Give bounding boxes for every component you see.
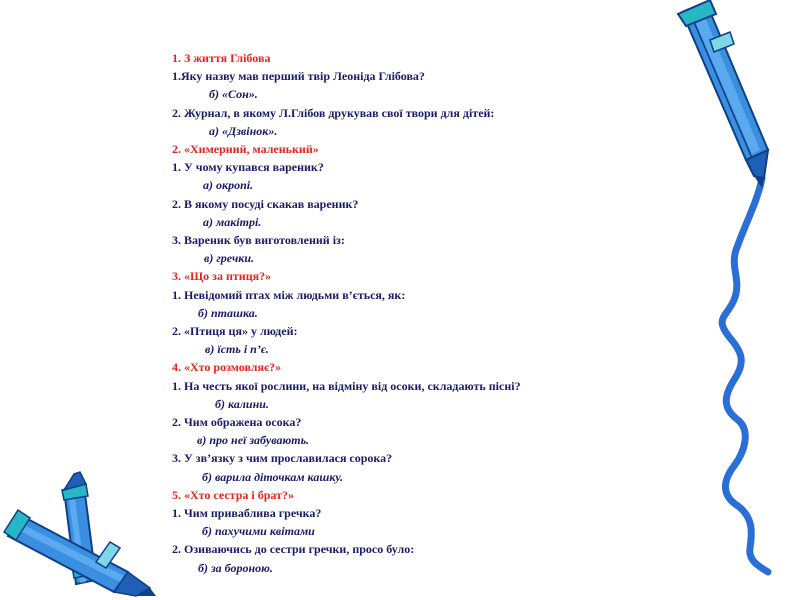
- section-heading: 5. «Хто сестра і брат?»: [172, 487, 294, 502]
- answer-text: в) гречки.: [204, 251, 255, 266]
- section-heading: 4. «Хто розмовляє?»: [172, 360, 282, 375]
- answer-text: в) їсть і п’є.: [205, 342, 269, 357]
- question-text: 1. На честь якої рослини, на відміну від осоки, складають пісні?: [172, 378, 521, 393]
- answer-text: а) «Дзвінок».: [209, 123, 278, 138]
- section-heading: 2. «Химерний, маленький»: [172, 142, 319, 157]
- answer-text: а) макітрі.: [203, 214, 262, 229]
- answer-text: а) окропі.: [203, 178, 254, 193]
- answer-text: в) про неї забувають.: [197, 433, 310, 448]
- question-text: 2. «Птиця ця» у людей:: [172, 324, 298, 339]
- crayons-icon: [0, 470, 170, 600]
- question-text: 2. В якому посуді скакав вареник?: [172, 196, 359, 211]
- question-text: 1. Невідомий птах між людьми в’ється, як:: [172, 287, 406, 302]
- quiz-text-block: [172, 49, 692, 577]
- answer-text: б) варила діточкам кашку.: [202, 469, 343, 484]
- question-text: 2. Чим ображена осока?: [172, 415, 302, 430]
- section-heading: 3. «Що за птиця?»: [172, 269, 272, 284]
- answer-text: б) пахучими квітами: [202, 524, 315, 539]
- question-text: 3. Вареник був виготовлений із:: [172, 233, 345, 248]
- section-heading: 1. З життя Глібова: [172, 51, 271, 65]
- question-text: 2. Журнал, в якому Л.Глібов друкував свої твори для дітей:: [172, 105, 495, 120]
- pen-icon: [650, 0, 800, 600]
- question-text: 2. Озиваючись до сестри гречки, просо було:: [172, 542, 415, 557]
- question-text: 1. У чому купався вареник?: [172, 160, 324, 175]
- answer-text: б) за бороною.: [198, 560, 273, 575]
- answer-text: б) «Сон».: [209, 87, 258, 102]
- answer-text: б) пташка.: [198, 305, 258, 320]
- question-text: 1. Чим приваблива гречка?: [172, 506, 322, 521]
- question-text: 1.Яку назву мав перший твір Леоніда Глібова?: [172, 69, 425, 84]
- question-text: 3. У зв’язку з чим прославилася сорока?: [172, 451, 393, 466]
- answer-text: б) калини.: [215, 396, 269, 411]
